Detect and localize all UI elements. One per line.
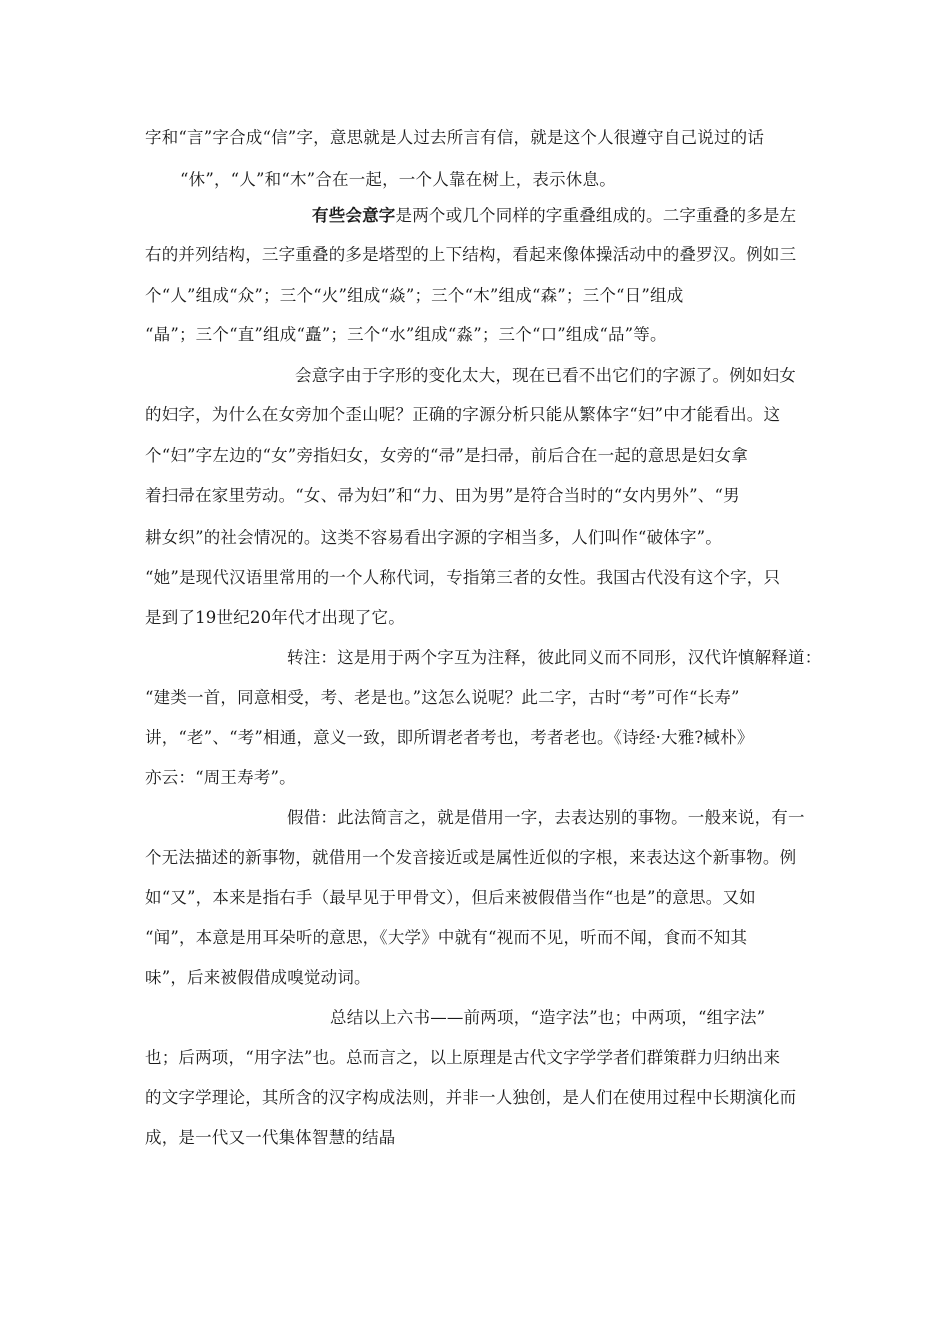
paragraph-line: 个无法描述的新事物，就借用一个发音接近或是属性近似的字根，来表达这个新事物。例 — [145, 848, 797, 867]
paragraph-line: 着扫帚在家里劳动。“女、帚为妇”和“力、田为男”是符合当时的“女内男外”、“男 — [145, 486, 740, 505]
paragraph-line: 如“又”，本来是指右手（最早见于甲骨文），但后来被假借当作“也是”的意思。又如 — [145, 888, 756, 907]
paragraph-line: 味”，后来被假借成嗅觉动词。 — [145, 968, 371, 987]
paragraph-line: 假借：此法简言之，就是借用一字，去表达别的事物。一般来说，有一 — [287, 808, 805, 827]
paragraph-line: 的妇字，为什么在女旁加个歪山呢？正确的字源分析只能从繁体字“妇”中才能看出。这 — [145, 405, 781, 424]
paragraph-line: 是到了19世纪20年代才出现了它。 — [145, 608, 405, 627]
paragraph-line: “闻”，本意是用耳朵听的意思，《大学》中就有“视而不见，听而不闻，食而不知其 — [145, 928, 748, 947]
paragraph-line: 总结以上六书——前两项，“造字法”也；中两项，“组字法” — [330, 1008, 766, 1027]
paragraph-line: “她”是现代汉语里常用的一个人称代词，专指第三者的女性。我国古代没有这个字，只 — [145, 568, 781, 587]
paragraph-line: 个“人”组成“众”；三个“火”组成“焱”；三个“木”组成“森”；三个“日”组成 — [145, 286, 684, 305]
paragraph-line: 耕女织”的社会情况的。这类不容易看出字源的字相当多，人们叫作“破体字”。 — [145, 528, 723, 547]
paragraph-line: “建类一首，同意相受，考、老是也。”这怎么说呢？此二字，古时“考”可作“长寿” — [145, 688, 740, 707]
paragraph-line: 转注：这是用于两个字互为注释，彼此同义而不同形，汉代许慎解释道： — [287, 648, 822, 667]
paragraph-line: 讲，“老”、“考”相通，意义一致，即所谓老者考也，考者老也。《诗经·大雅?棫朴》 — [145, 728, 754, 747]
bold-term: 有些会意字 — [312, 206, 396, 225]
paragraph-line: 字和“言”字合成“信”字，意思就是人过去所言有信，就是这个人很遵守自己说过的话 — [145, 128, 765, 147]
paragraph-line: 右的并列结构，三字重叠的多是塔型的上下结构，看起来像体操活动中的叠罗汉。例如三 — [145, 245, 797, 264]
paragraph-line: 的文字学理论，其所含的汉字构成法则，并非一人独创，是人们在使用过程中长期演化而 — [145, 1088, 797, 1107]
paragraph-line: 亦云：“周王寿考”。 — [145, 768, 296, 787]
paragraph-line: 也；后两项，“用字法”也。总而言之，以上原理是古代文字学学者们群策群力归纳出来 — [145, 1048, 781, 1067]
paragraph-line — [312, 206, 796, 226]
paragraph-line: 个“妇”字左边的“女”旁指妇女，女旁的“帚”是扫帚，前后合在一起的意思是妇女拿 — [145, 446, 748, 465]
paragraph-text: 是两个或几个同样的字重叠组成的。二字重叠的多是左 — [395, 206, 797, 225]
paragraph-line: “晶”；三个“直”组成“矗”；三个“水”组成“淼”；三个“口”组成“品”等。 — [145, 325, 667, 344]
paragraph-line: 会意字由于字形的变化太大，现在已看不出它们的字源了。例如妇女 — [295, 366, 796, 385]
paragraph-line: 成，是一代又一代集体智慧的结晶 — [145, 1128, 396, 1147]
paragraph-line: “休”，“人”和“木”合在一起，一个人靠在树上，表示休息。 — [180, 170, 616, 189]
